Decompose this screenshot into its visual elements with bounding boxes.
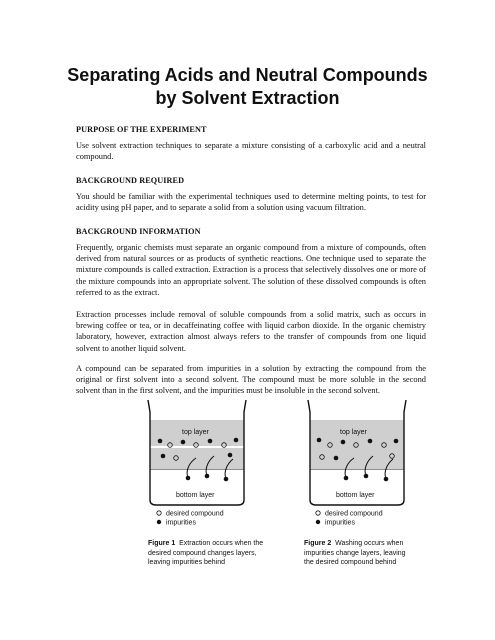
figure-2-impurities-marker	[316, 520, 320, 524]
figure-2-desired-marker	[316, 511, 320, 515]
title-line-1: Separating Acids and Neutral Compounds	[67, 65, 428, 85]
figure-2-caption	[304, 539, 414, 568]
title-line-2: by Solvent Extraction	[155, 88, 340, 108]
figure-2-beaker	[308, 400, 406, 527]
figure-1-caption-text: Extraction occurs when the desired compound changes layers, leaving impurities behind	[148, 540, 264, 566]
figure-2-caption-label: Figure 2	[304, 540, 332, 547]
background-paragraph-1: Frequently, organic chemists must separate an organic compound from a mixture of compounds, often derived from natural sources or as products of synthetic reactions. One technique used to separate the mixture compounds is called extraction. Extraction is a process that selectively dissolves one or more of the mixture compounds into an appropriate solvent. The solution of these dissolved compounds is often referred to as the extract.	[76, 243, 426, 297]
background-information-heading: BACKGROUND INFORMATION	[76, 227, 201, 236]
figure-2-bottom-label: bottom layer	[336, 492, 375, 499]
figure-2-legend-desired: desired compound	[325, 510, 383, 518]
purpose-heading: PURPOSE OF THE EXPERIMENT	[76, 125, 207, 134]
background-required-text: You should be familiar with the experimental techniques used to determine melting points, to test for acidity using pH paper, and to separate a solid from a solution using vacuum filtration.	[76, 192, 426, 213]
figure-1-caption	[148, 539, 278, 568]
background-paragraph-2: Extraction processes include removal of soluble compounds from a solid matrix, such as occurs in brewing coffee or tea, or in decaffeinating coffee with liquid carbon dioxide. In the organic chemistry laboratory, however, extraction almost always refers to the transfer of compounds from one liquid solvent to another liquid solvent.	[76, 310, 426, 353]
figure-1-legend-impurities: impurities	[166, 519, 196, 527]
figure-1-top-label: top layer	[182, 429, 209, 436]
figure-2-top-label: top layer	[340, 429, 367, 436]
figure-1-desired-marker	[157, 511, 161, 515]
purpose-text: Use solvent extraction techniques to separate a mixture consisting of a carboxylic acid and a neutral compound.	[76, 141, 426, 162]
background-required-heading: BACKGROUND REQUIRED	[76, 176, 185, 185]
figure-1-legend-desired: desired compound	[166, 510, 224, 518]
background-paragraph-3: A compound can be separated from impurities in a solution by extracting the compound from the original or first solvent into a second solvent. The compound must be more soluble in the second solvent than in the first solvent, and the impurities must be insoluble in the second solvent.	[76, 364, 426, 396]
figure-1-bottom-label: bottom layer	[176, 492, 215, 499]
figure-1-beaker	[148, 400, 246, 527]
figure-1-impurities-marker	[157, 520, 161, 524]
figure-2-caption-text: Washing occurs when impurities change layers, leaving the desired compound behind	[304, 540, 406, 566]
figure-1-caption-label: Figure 1	[148, 540, 176, 547]
figure-2-legend-impurities: impurities	[325, 519, 355, 527]
